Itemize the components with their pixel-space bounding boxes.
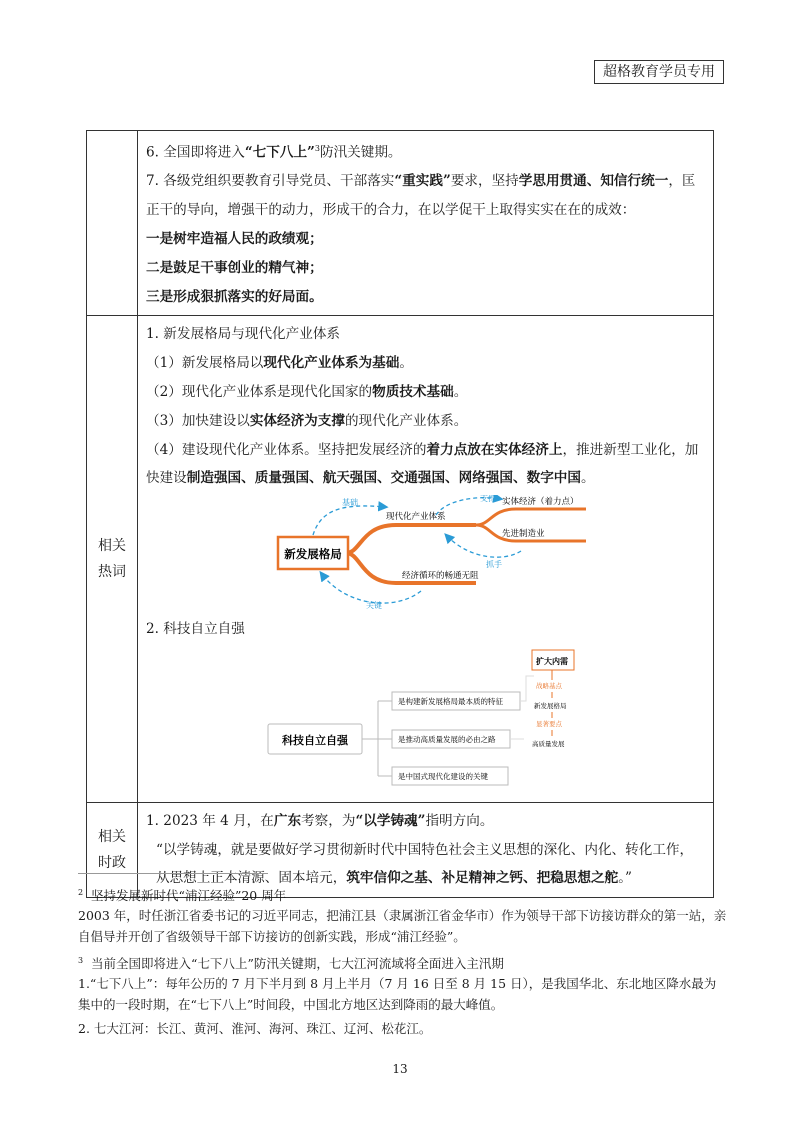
content-table xyxy=(86,130,714,898)
branch-top-line xyxy=(346,525,476,553)
mindmap-leaf-2: 先进制造业 xyxy=(502,529,545,540)
side-label-d: 高质量发展 xyxy=(532,739,565,748)
hotword-line-4: （4）建设现代化产业体系。坚持把发展经济的着力点放在实体经济上，推进新型工业化，加快建设制造强国、质量强国、航天强国、交通强国、网络强国、数字中国。 xyxy=(146,441,699,487)
side-label-b: 新发展格局 xyxy=(534,701,567,710)
table-row xyxy=(87,131,714,316)
footnote-2-body: 2003 年，时任浙江省委书记的习近平同志，把浦江县（隶属浙江省金华市）作为领导干部下访接访群众的第一站，亲自倡导并开创了省级领导干部下访接访的创新实践，形成“浦江经验”。 xyxy=(78,908,727,944)
side-label-a: 战略基点 xyxy=(536,681,562,690)
section-heading-2: 2. 科技自立自强 xyxy=(146,621,245,638)
section-heading-1: 1. 新发展格局与现代化产业体系 xyxy=(146,326,341,343)
arrow-key-label: 关键 xyxy=(366,601,382,611)
mindmap-new-development-pattern xyxy=(146,495,756,613)
affairs-line-1: 1. 2023 年 4 月，在广东考察，为“以学铸魂”指明方向。 xyxy=(146,812,494,829)
arrow-base-label: 基础 xyxy=(342,498,358,508)
footnote-3-item-2: 2. 七大江河：长江、黄河、淮河、海河、珠江、辽河、松花江。 xyxy=(78,1021,432,1036)
mindmap-branch-top: 现代化产业体系 xyxy=(386,512,446,523)
table-row xyxy=(87,316,714,803)
side-expand-demand: 扩大内需 xyxy=(536,656,568,666)
mindmap-branch-bottom: 经济循环的畅通无阻 xyxy=(402,571,479,582)
arrow-grip-label: 抓手 xyxy=(486,560,502,570)
mindmap2-branch-1: 是构建新发展格局最本质的特征 xyxy=(398,696,503,706)
mindmap-leaf-1: 实体经济（着力点） xyxy=(502,497,579,508)
footnote-3-title: $^3$ 当前全国即将进入“七下八上”防汛关键期，七大江河流域将全面进入主汛期 xyxy=(78,956,504,972)
item-6: 6. 全国即将进入“七下八上”$^3$防汛关键期。 xyxy=(146,144,402,161)
side-label-c: 显著要点 xyxy=(536,719,562,728)
point-3: 三是形成狠抓落实的好局面。 xyxy=(146,288,323,305)
footnote-2-title: $^2$ 坚持发展新时代“浦江经验”20 周年 xyxy=(78,888,287,904)
footnote-separator xyxy=(78,873,268,874)
row-label-empty xyxy=(87,131,138,316)
footnote-ref[interactable]: 3 xyxy=(314,144,320,153)
hotword-line-2: （2）现代化产业体系是现代化国家的物质技术基础。 xyxy=(146,383,468,400)
branch-leaf1-line xyxy=(476,509,586,525)
row-content-policy xyxy=(138,131,714,316)
item-7: 7. 各级党组织要教育引导党员、干部落实“重实践”要求，坚持学思用贯通、知信行统一，匡正干的导向，增强干的动力，形成干的合力，在以学促干上取得实实在在的成效： xyxy=(146,173,696,219)
point-2: 二是鼓足干事创业的精气神； xyxy=(146,259,323,276)
mindmap2-center-label: 科技自立自强 xyxy=(282,733,348,747)
mindmap-tech-self-reliance xyxy=(146,646,756,796)
mindmap-center-label: 新发展格局 xyxy=(284,547,342,562)
footnote-3-item-1: 1.“七下八上”：每年公历的 7 月下半月到 8 月上半月（7 月 16 日至 8 月 15 日），是我国华北、东北地区降水最为集中的一段时期，在“七下八上”时间段，中国北方地区达到降雨的最大峰值。 xyxy=(78,976,717,1012)
row-label-affairs: 相关时政 xyxy=(87,802,138,897)
row-content-hotwords xyxy=(138,316,714,803)
row-label-hotwords: 相关热词 xyxy=(87,316,138,803)
mindmap2-branch-3: 是中国式现代化建设的关键 xyxy=(398,771,488,781)
page-number: 13 xyxy=(392,1062,408,1076)
brand-label: 超格教育学员专用 xyxy=(594,60,724,84)
point-1: 一是树牢造福人民的政绩观； xyxy=(146,230,323,247)
hotword-line-3: （3）加快建设以实体经济为支撑的现代化产业体系。 xyxy=(146,412,468,429)
affairs-quote: “以学铸魂，就是要做好学习贯彻新时代中国特色社会主义思想的深化、内化、转化工作，从思想上正本清源、固本培元，筑牢信仰之基、补足精神之钙、把稳思想之舵。” xyxy=(156,841,694,887)
arrow-support-label: 支撑 xyxy=(480,495,496,504)
hotword-line-1: （1）新发展格局以现代化产业体系为基础。 xyxy=(146,355,413,372)
mindmap2-branch-2: 是推动高质量发展的必由之路 xyxy=(398,734,496,744)
